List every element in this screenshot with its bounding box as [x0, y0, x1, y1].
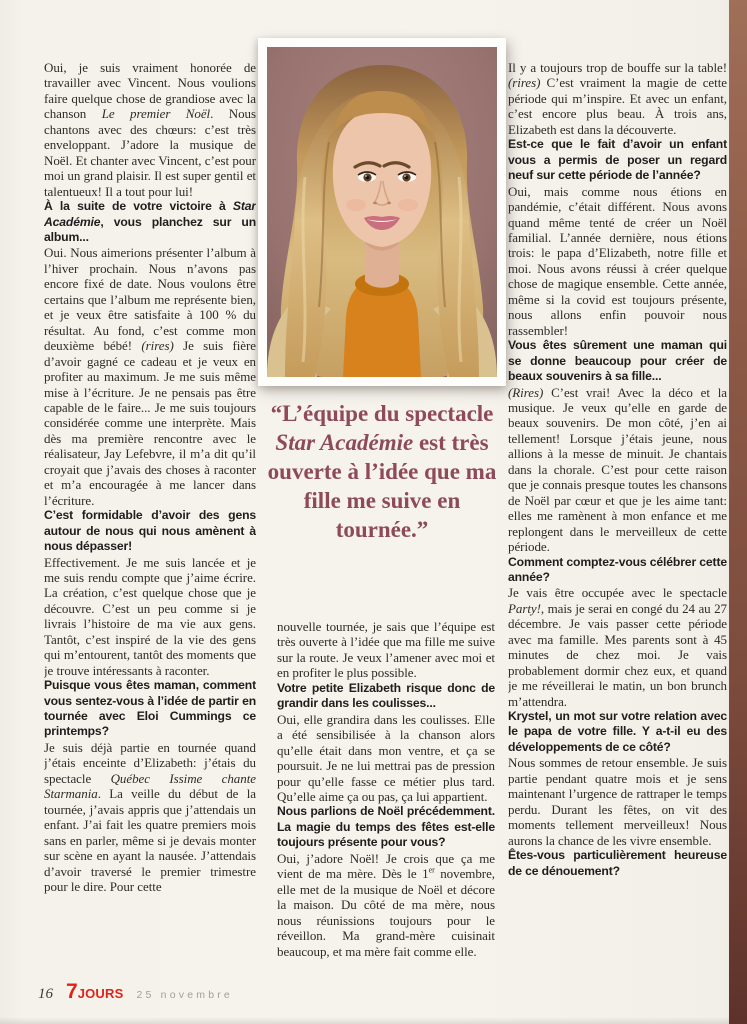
interview-question: Comment comptez-vous célébrer cette année? — [508, 554, 727, 584]
interview-question: Votre petite Elizabeth risque donc de grandir dans les coulisses... — [277, 680, 495, 711]
interview-answer: Oui, mais comme nous étions en pandémie, c’était différent. Nous avons quand même tenté de créer un Noël familial. L’année dernière, nous étions trois: le papa d’Elizabeth, notre fille et moi. Nous avons réussi à créer quelque chose de magique ensemble. Cette année, même si la covid est toujours présente, nous allons enfin pouvoir nous rassembler! — [508, 183, 727, 338]
issue-date: 25 novembre — [136, 989, 233, 1001]
interview-answer: (Rires) C’est vrai! Avec la déco et la musique. Je veux qu’elle en garde de beaux souvenirs. De mon côté, j’en ai tellement! Lorsque j’étais jeune, nous allions à la messe de minuit. Je chantais dans la chorale. C’est pour cette raison que je connais presque toutes les chansons de Noël par cœur et que je les aime tant: elles me ramènent à mon enfance et me replongent dans le merveilleux de cette période. — [508, 384, 727, 555]
interview-answer: Nous sommes de retour ensemble. Je suis partie pendant quatre mois et je sens maintenant l’urgence de rattraper le temps perdu. Durant les fêtes, on vit des moments tellement merveilleux! Nous aurons la chance de les vivre ensemble. — [508, 755, 727, 848]
interview-answer: Oui. Nous aimerions présenter l’album à l’hiver prochain. Nous n’avons pas encore fixé de date. Nous voulons être certains que l’album me représente bien, et je veux être satisfaite à 100 % du résultat. Au fond, c’est comme mon deuxième bébé! (rires) Je suis fière d’avoir gagné ce cadeau et je veux en profiter au maximum. Je me suis même mise à l’écriture. Je ne pensais pas être capable de le faire... Je me suis toujours considérée comme une interprète. Mais dès ma première rencontre avec le réalisateur, Jay Lefebvre, il m’a dit qu’il croyait que j’avais des choses à raconter et m’a encouragée à me lancer dans l’écriture. — [44, 245, 256, 508]
interview-question: Nous parlions de Noël précédemment. La magie du temps des fêtes est-elle toujours présente pour vous? — [277, 804, 495, 850]
interview-answer: Je suis déjà partie en tournée quand j’étais enceinte d’Elizabeth: j’étais du spectacle Québec Issime chante Starmania. La veille du début de la tournée, j’avais appris que j’attendais un enfant. J’ai fait les quatre premiers mois sans en parler, même si je devais monter sur scène en ayant la nausée. J’attendais d’avoir traversé le premier trimestre pour le dire. Pour cette — [44, 739, 256, 895]
photo-frame — [258, 38, 506, 386]
interview-question: À la suite de votre victoire à Star Académie, vous planchez sur un album... — [44, 199, 256, 244]
interview-question: C’est formidable d’avoir des gens autour de nous qui nous amènent à nous dépasser! — [44, 508, 256, 554]
interview-answer: Oui, je suis vraiment honorée de travailler avec Vincent. Nous voulions faire quelque chose de grandiose avec la chanson Le premier Noël. Nous chantons avec des chœurs: c’est très enveloppant. J’adore la musique de Noël. Et chanter avec Vincent, c’est pour moi un grand plaisir. Il est super gentil et talentueux! Il a tout pour lui! — [44, 60, 256, 199]
interview-answer: Je vais être occupée avec le spectacle Party!, mais je serai en congé du 24 au 27 décembre. Je vais passer cette période avec ma famille. Mes parents sont à 45 minutes de chez moi. Je vais probablement dormir chez eux, et quand je me réveillerai le matin, un bon brunch m’attendra. — [508, 585, 727, 709]
interview-answer: Il y a toujours trop de bouffe sur la table! (rires) C’est vraiment la magie de cette période qui m’inspire. Et avec un enfant, c’est encore plus beau. À trois ans, Elizabeth est dans la découverte. — [508, 60, 727, 137]
column-left — [44, 60, 256, 965]
column-middle — [277, 619, 495, 964]
interview-answer: Effectivement. Je me suis lancée et je me suis rendu compte que j’aime écrire. La création, c’est quelque chose que je découvre. C’est un peu comme si je livrais l’histoire de ma vie aux gens. Tantôt, c’est inspiré de la vie des gens qui m’entourent, tantôt des moments que je trouve intéressants à raconter. — [44, 554, 256, 678]
interview-answer: Oui, elle grandira dans les coulisses. Elle a été sensibilisée à la chanson alors qu’elle était dans mon ventre, et ça se poursuit. Je ne lui mettrai pas de pression pour qu’elle fasse ce métier plus tard. Qu’elle aime ça ou pas, ça lui appartient. — [277, 711, 495, 804]
interview-question: Krystel, un mot sur votre relation avec le papa de votre fille. Y a-t-il eu des développements de ce côté? — [508, 709, 727, 754]
page-footer — [38, 980, 233, 1004]
page-number: 16 — [38, 986, 53, 1002]
interview-question: Est-ce que le fait d’avoir un enfant vous a permis de poser un regard neuf sur cette période de l’année? — [508, 137, 727, 183]
magazine-logo: 7JOURS — [66, 980, 124, 1003]
interview-answer: nouvelle tournée, je sais que l’équipe est très ouverte à l’idée que ma fille me suive sur la route. Je veux l’amener avec moi et en profiter le plus possible. — [277, 619, 495, 681]
column-right — [508, 60, 727, 965]
page-edge-strip — [729, 0, 747, 1024]
interview-question: Puisque vous êtes maman, comment vous sentez-vous à l’idée de partir en tournée avec Eloi Cummings ce printemps? — [44, 678, 256, 739]
interview-question: Êtes-vous particulièrement heureuse de ce dénouement? — [508, 848, 727, 878]
interview-answer: Oui, j’adore Noël! Je crois que ça me vient de ma mère. Dès le 1er novembre, elle met de la musique de Noël et décore la maison. Du côté de ma mère, nous nous réunissions toujours pour le réveillon. Ma grand-mère cuisinait beaucoup, et ma mère fait comme elle. — [277, 850, 495, 959]
portrait-photo — [267, 47, 497, 377]
interview-question: Vous êtes sûrement une maman qui se donne beaucoup pour créer de beaux souvenirs à sa fille... — [508, 338, 727, 384]
pull-quote: “L’équipe du spectacle Star Académie est très ouverte à l’idée que ma fille me suive en tournée.” — [267, 401, 497, 542]
